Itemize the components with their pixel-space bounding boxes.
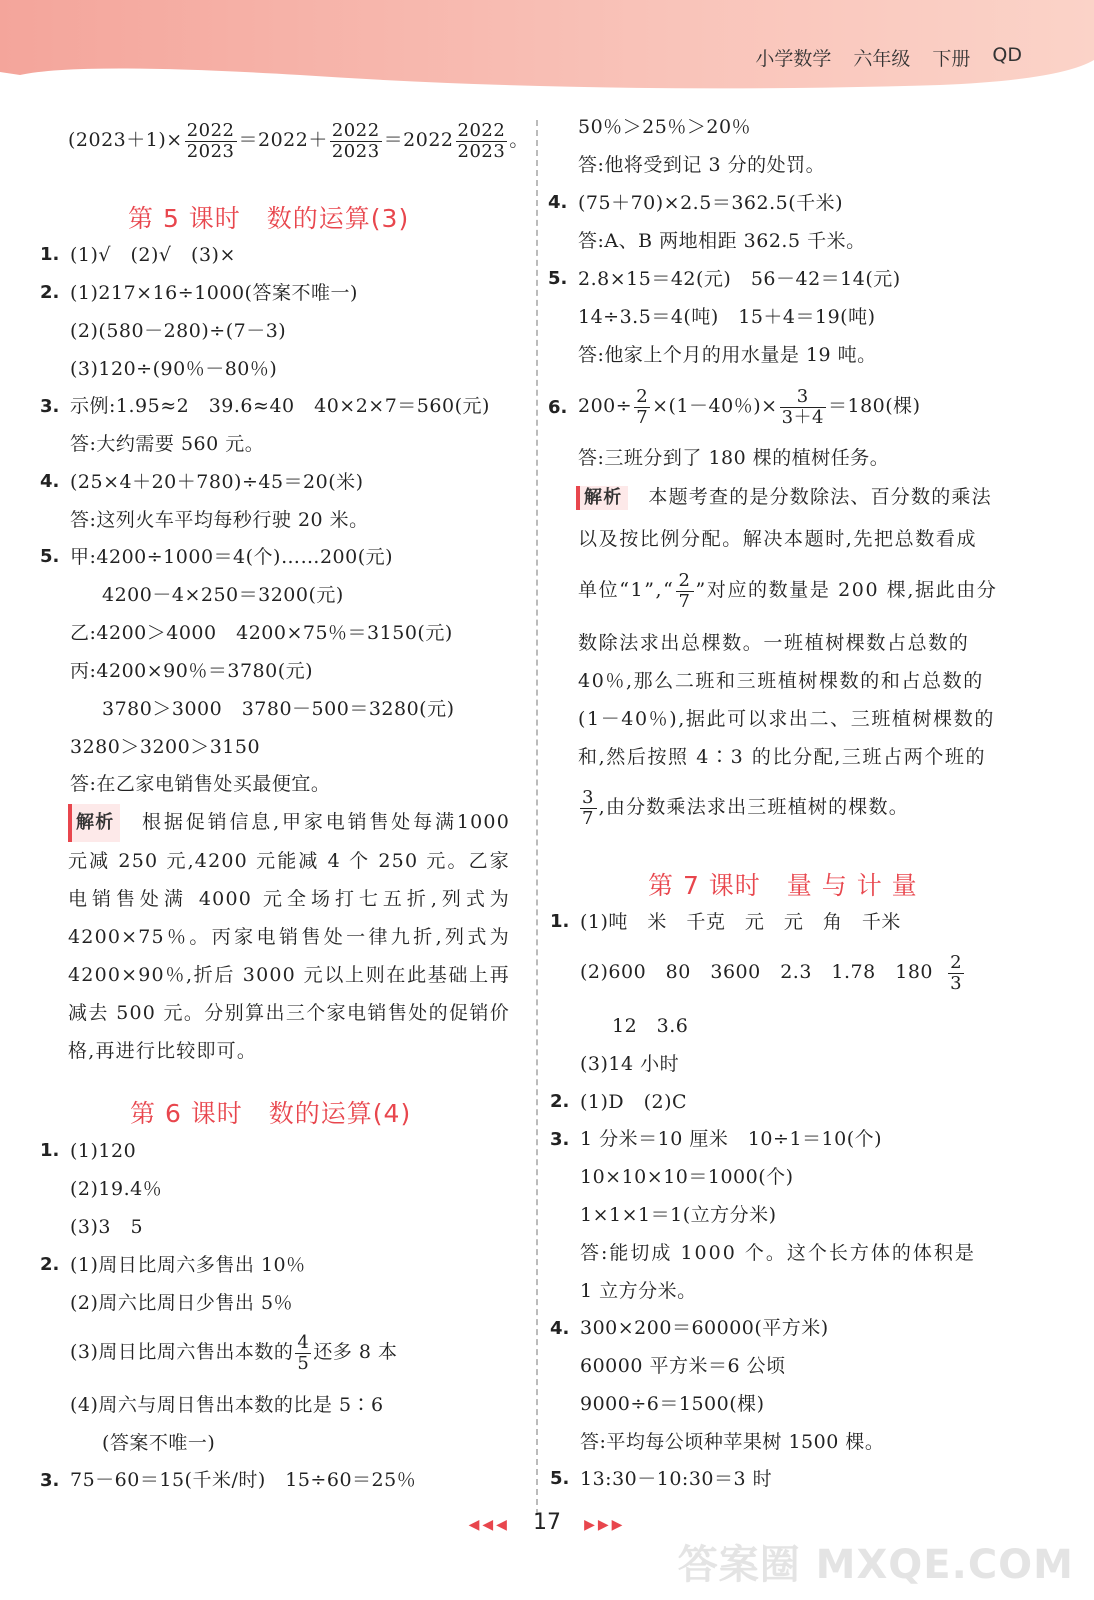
analysis-block (68, 803, 510, 1070)
answer-line: 300×200＝60000(平方米) (580, 1317, 829, 1339)
answer-line: 12 3.6 (612, 1015, 689, 1037)
question-number: 6. (548, 397, 568, 418)
answer-line: 丙:4200×90％＝3780(元) (70, 660, 314, 682)
analysis-tag: 解析 (576, 486, 628, 510)
analysis-line: 单位“1”,“ $\frac{2}{7}$ ”对应的数量是 200 棵,据此由分 (578, 569, 998, 612)
question-number: 5. (40, 546, 60, 567)
answer-line: 14÷3.5＝4(吨) 15＋4＝19(吨) (578, 306, 876, 328)
analysis-line: $\frac{3}{7}$ ,由分数乘法求出三班植树的棵数。 (582, 786, 909, 829)
question-number: 4. (548, 192, 568, 213)
answer-line: 9000÷6＝1500(棵) (580, 1393, 765, 1415)
answer-line: (3)周日比周六售出本数的 $\frac{4}{5}$ 还多 8 本 (70, 1331, 398, 1374)
answer-line: (75＋70)×2.5＝362.5(千米) (578, 192, 844, 214)
answer-line: 4200－4×250＝3200(元) (102, 584, 344, 606)
subject: 小学数学 (755, 48, 832, 70)
volume: 下册 (932, 48, 971, 70)
fraction: $\frac{2}{3}$ (950, 951, 963, 994)
question-number: 2. (40, 1254, 60, 1275)
fraction: $\frac{2}{7}$ (678, 569, 692, 612)
answer-line: 答:大约需要 560 元。 (70, 433, 265, 455)
watermark: 答案圈 MXQE.COM (677, 1542, 1074, 1588)
analysis-line: (1－40％),据此可以求出二、三班植树棵数的 (578, 708, 995, 730)
question-number: 4. (550, 1318, 570, 1339)
question-number: 5. (548, 268, 568, 289)
answer-line: 50％＞25％＞20％ (578, 116, 752, 138)
answer-line: 1 立方分米。 (580, 1280, 697, 1302)
section-title-7: 第 7 课时 量 与 计 量 (648, 871, 918, 900)
analysis-line: 数除法求出总棵数。一班植树棵数占总数的 (578, 632, 970, 654)
section-title-6: 第 6 课时 数的运算(4) (130, 1099, 412, 1128)
answer-line: (1)√ (2)√ (3)× (70, 244, 236, 266)
edition: QD (992, 44, 1022, 66)
analysis-line: 40％,那么二班和三班植树棵数的和占总数的 (578, 670, 984, 692)
analysis-line: 解析 本题考查的是分数除法、百分数的乘法 (576, 485, 992, 510)
analysis-line: 以及按比例分配。解决本题时,先把总数看成 (578, 528, 978, 550)
grade: 六年级 (853, 48, 911, 70)
answer-line: (1)120 (70, 1140, 137, 1162)
question-number: 2. (550, 1091, 570, 1112)
answer-line: (3)14 小时 (580, 1053, 680, 1075)
answer-line: 甲:4200÷1000＝4(个)……200(元) (70, 546, 394, 568)
analysis-tag: 解析 (68, 804, 120, 842)
answer-line: 答:他家上个月的用水量是 19 吨。 (578, 344, 877, 366)
answer-line: (3)3 5 (70, 1216, 144, 1238)
answer-line: 答:三班分到了 180 棵的植树任务。 (578, 447, 890, 469)
fraction: $\frac{3}{3+4}$ (781, 385, 824, 428)
answer-line: (3)120÷(90％－80％) (70, 358, 278, 380)
answer-line: 1×1×1＝1(立方分米) (580, 1204, 777, 1226)
answer-line: 答:在乙家电销售处买最便宜。 (70, 773, 331, 795)
answer-line: 10×10×10＝1000(个) (580, 1166, 794, 1188)
analysis-text: 根据促销信息,甲家电销售处每满1000 元减 250 元,4200 元能减 4 个 250 元。乙家电销售处满 4000 元全场打七五折,列式为4200×75％。丙家电销售处一律九折,列式为4200×90％,折后 3000 元以上则在此基础上再减去 500 元。分别算出三个家电销售处的促销价格,再进行比较即可。 (68, 811, 510, 1062)
question-number: 3. (40, 396, 60, 417)
answer-line: (1)D (2)C (580, 1091, 688, 1113)
answer-line: 答:能切成 1000 个。这个长方体的体积是 (580, 1242, 976, 1264)
answer-line: 3280＞3200＞3150 (70, 736, 261, 758)
fraction: $\frac{3}{7}$ (582, 786, 595, 829)
answer-line: (2)周六比周日少售出 5％ (70, 1292, 294, 1314)
section-title-5: 第 5 课时 数的运算(3) (128, 204, 410, 233)
answer-line: (1)吨 米 千克 元 元 角 千米 (580, 911, 901, 933)
answer-line: 答:平均每公顷种苹果树 1500 棵。 (580, 1431, 885, 1453)
answer-line: 乙:4200＞4000 4200×75％＝3150(元) (70, 622, 453, 644)
fraction: $\frac{4}{5}$ (297, 1331, 310, 1374)
answer-line: (1)周日比周六多售出 10％ (70, 1254, 306, 1276)
answer-line: 答:这列火车平均每秒行驶 20 米。 (70, 509, 369, 531)
answer-line: 13:30－10:30＝3 时 (580, 1468, 773, 1490)
fraction: $\frac{2022}{2023}$ (186, 119, 235, 162)
answer-line: (1)217×16÷1000(答案不唯一) (70, 282, 358, 304)
fraction: $\frac{2}{7}$ (636, 385, 649, 428)
question-number: 3. (550, 1129, 570, 1150)
question-number: 1. (40, 244, 60, 265)
question-number: 5. (550, 1468, 570, 1489)
top-equation: (2023＋1)× $\frac{2022}{2023}$ ＝2022＋ $\frac{2022}{2023}$ ＝2022 $\frac{2022}{2023}$ 。 (68, 119, 529, 162)
page-number: 17 (533, 1510, 561, 1535)
answer-line: 3780＞3000 3780－500＝3280(元) (102, 698, 455, 720)
answer-line: (答案不唯一) (102, 1432, 216, 1454)
answer-line: 答:A、B 两地相距 362.5 千米。 (578, 230, 866, 252)
answer-line: 200÷ $\frac{2}{7}$ ×(1－40％)× $\frac{3}{3+4}$ ＝180(棵) (578, 385, 921, 428)
question-number: 4. (40, 471, 60, 492)
next-arrows-icon: ▶▶▶ (584, 1517, 626, 1533)
analysis-line: 和,然后按照 4∶3 的比分配,三班占两个班的 (578, 746, 987, 768)
header-info (755, 44, 1022, 71)
question-number: 1. (550, 911, 570, 932)
page-footer (0, 1510, 1094, 1535)
question-number: 2. (40, 282, 60, 303)
answer-line: (25×4＋20＋780)÷45＝20(米) (70, 471, 364, 493)
answer-line: 75－60＝15(千米/时) 15÷60＝25％ (70, 1469, 417, 1491)
answer-line: 60000 平方米＝6 公顷 (580, 1355, 786, 1377)
answer-line: 示例:1.95≈2 39.6≈40 40×2×7＝560(元) (70, 395, 490, 417)
answer-line: (2)(580－280)÷(7－3) (70, 320, 287, 342)
prev-arrows-icon: ◀◀◀ (468, 1517, 510, 1533)
fraction: $\frac{2022}{2023}$ (331, 119, 380, 162)
answer-line: 1 分米＝10 厘米 10÷1＝10(个) (580, 1128, 883, 1150)
fraction: $\frac{2022}{2023}$ (457, 119, 506, 162)
answer-line: (4)周六与周日售出本数的比是 5∶6 (70, 1394, 384, 1416)
column-divider (536, 120, 538, 1515)
answer-line: (2)19.4％ (70, 1178, 163, 1200)
answer-line: 2.8×15＝42(元) 56－42＝14(元) (578, 268, 901, 290)
question-number: 3. (40, 1470, 60, 1491)
answer-line: (2)600 80 3600 2.3 1.78 180 $\frac{2}{3}$ (580, 951, 963, 994)
answer-line: 答:他将受到记 3 分的处罚。 (578, 154, 826, 176)
question-number: 1. (40, 1140, 60, 1161)
